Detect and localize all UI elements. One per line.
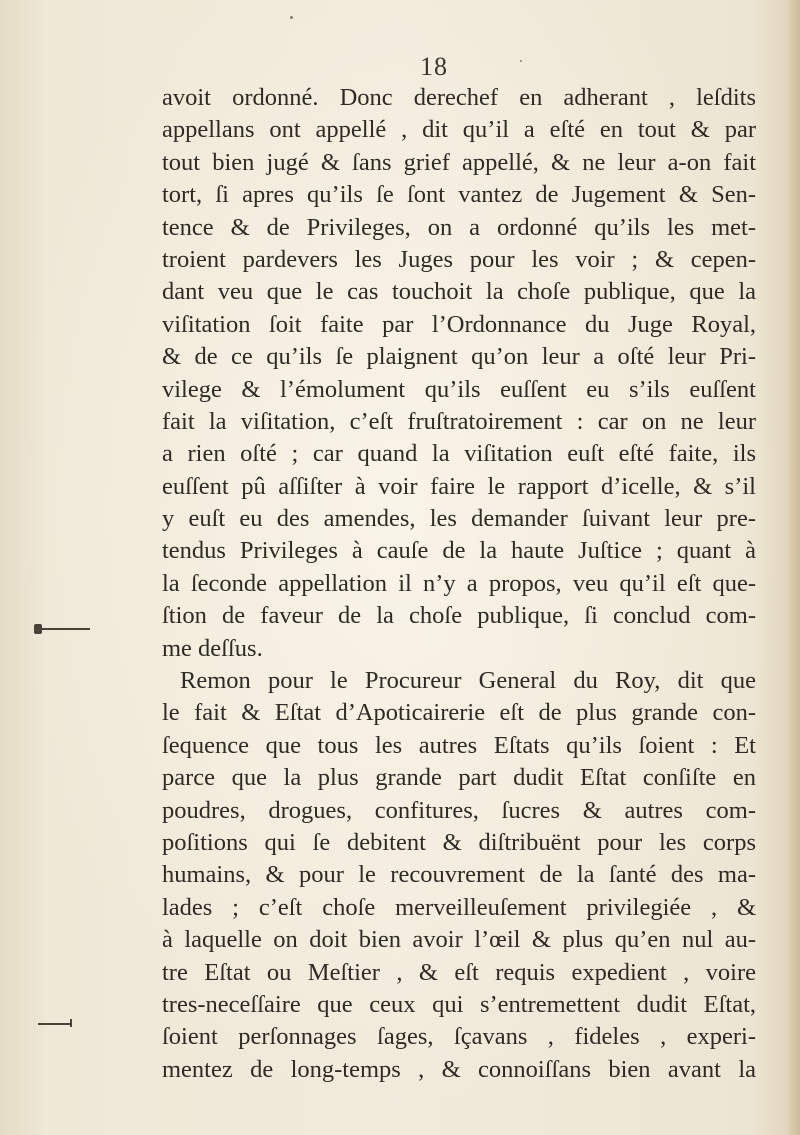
text-line: viſitation ſoit faite par l’Ordonnance du Juge Royal, <box>162 310 756 338</box>
text-line: à laquelle on doit bien avoir l’œil & plus qu’en nul au- <box>162 926 756 954</box>
text-line-paragraph-end: me deſſus. <box>162 634 263 662</box>
paper-speck <box>520 60 522 62</box>
text-line-paragraph-start: Remon pour le Procureur General du Roy, dit que <box>180 667 756 695</box>
margin-bracket-mark <box>38 1023 72 1025</box>
text-line: & de ce qu’ils ſe plaignent qu’on leur a oſté leur Pri- <box>162 343 756 371</box>
text-line: dant veu que le cas touchoit la choſe publique, que la <box>162 278 756 306</box>
text-line: tout bien jugé & ſans grief appellé, & ne leur a-on fait <box>162 148 756 176</box>
text-line: ſequence que tous les autres Eſtats qu’ils ſoient : Et <box>162 731 756 759</box>
text-line: tort, ſi apres qu’ils ſe ſont vantez de Jugement & Sen- <box>162 181 756 209</box>
margin-pointer-mark <box>34 628 90 630</box>
text-line: avoit ordonné. Donc derechef en adherant , leſdits <box>162 84 756 111</box>
text-line: la ſeconde appellation il n’y a propos, veu qu’il eſt que- <box>162 569 756 597</box>
page-number: 18 <box>420 52 448 81</box>
text-line: parce que la plus grande part dudit Eſtat conſiſte en <box>162 764 756 792</box>
text-line: appellans ont appellé , dit qu’il a eſté en tout & par <box>162 116 756 144</box>
text-line: poudres, drogues, confitures, ſucres & autres com- <box>162 796 756 824</box>
text-line: ſtion de faveur de la choſe publique, ſi conclud com- <box>162 602 756 630</box>
text-line: poſitions qui ſe debitent & diſtribuënt pour les corps <box>162 828 756 856</box>
text-line: tres-neceſſaire que ceux qui s’entremettent dudit Eſtat, <box>162 990 756 1018</box>
text-line: vilege & l’émolument qu’ils euſſent eu s’ils euſſent <box>162 375 756 403</box>
text-line: tendus Privileges à cauſe de la haute Juſtice ; quant à <box>162 537 756 565</box>
text-line: troient pardevers les Juges pour les voir ; & cepen- <box>162 245 756 273</box>
body-text <box>162 82 756 1086</box>
text-line: lades ; c’eſt choſe merveilleuſement privilegiée , & <box>162 893 756 921</box>
text-line: y euſt eu des amendes, les demander ſuivant leur pre- <box>162 505 756 533</box>
text-line: a rien oſté ; car quand la viſitation euſt eſté faite, ils <box>162 440 756 468</box>
paper-speck <box>290 16 293 19</box>
text-line: mentez de long-temps , & connoiſſans bien avant la <box>162 1055 756 1083</box>
text-line: tence & de Privileges, on a ordonné qu’ils les met- <box>162 213 756 241</box>
page-edge-shadow <box>786 0 800 1135</box>
text-line: le fait & Eſtat d’Apoticairerie eſt de plus grande con- <box>162 699 756 727</box>
text-line: tre Eſtat ou Meſtier , & eſt requis expedient , voire <box>162 958 756 986</box>
text-line: humains, & pour le recouvrement de la ſanté des ma- <box>162 861 756 889</box>
text-line: ſoient perſonnages ſages, ſçavans , fideles , experi- <box>162 1023 756 1051</box>
text-line: fait la viſitation, c’eſt fruſtratoirement : car on ne leur <box>162 407 756 435</box>
text-line: euſſent pû aſſiſter à voir faire le rapport d’icelle, & s’il <box>162 472 756 500</box>
